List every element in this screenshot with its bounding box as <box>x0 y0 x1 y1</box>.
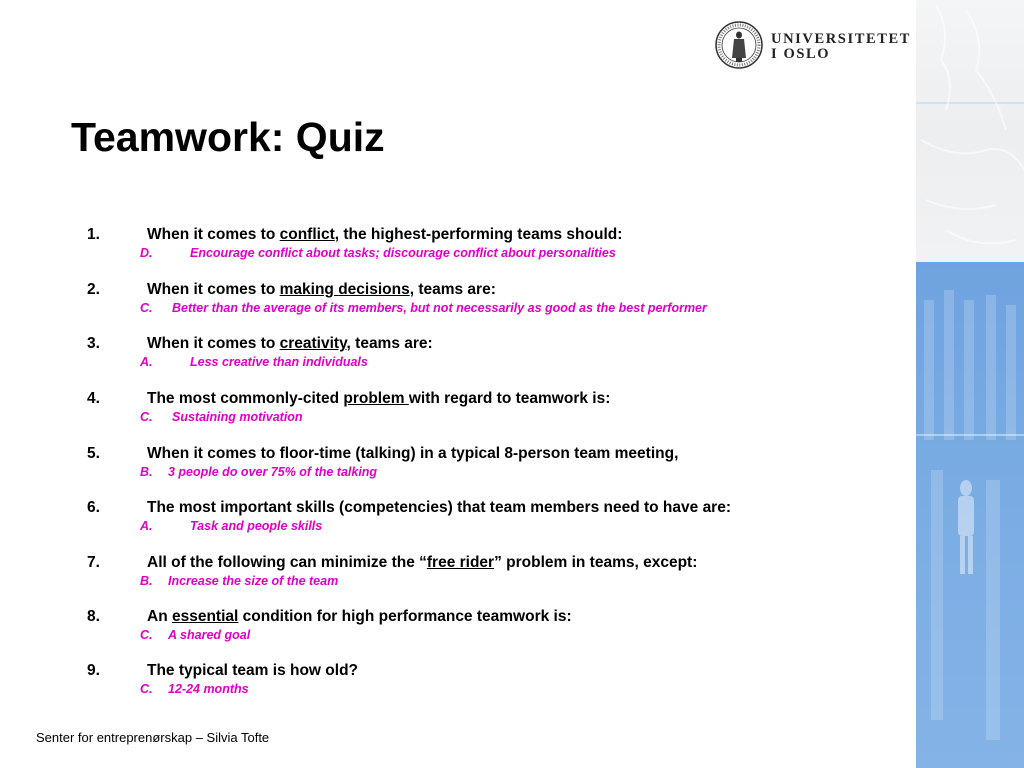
footer-text: Senter for entreprenørskap – Silvia Tofte <box>36 730 270 745</box>
answer-text: Encourage conflict about tasks; discourage conflict about personalities <box>190 246 616 260</box>
question-text-post: with regard to teamwork is: <box>408 390 611 407</box>
question-text <box>147 554 697 572</box>
question-text <box>147 499 731 517</box>
answer-text: A shared goal <box>168 628 251 642</box>
question-number: 8. <box>87 608 100 625</box>
answer-letter: C. <box>140 682 153 696</box>
question-text-pre: The most important skills (competencies) that team members need to have are: <box>147 499 731 516</box>
quiz-item <box>0 445 900 485</box>
university-seal-icon <box>714 20 764 70</box>
answer-text: Better than the average of its members, but not necessarily as good as the best performer <box>172 301 707 315</box>
statue-relief-image <box>916 0 1024 768</box>
answer-letter: A. <box>140 355 153 369</box>
question-number: 1. <box>87 226 100 243</box>
question-keyword: making decisions <box>279 281 410 298</box>
question-number: 4. <box>87 390 100 407</box>
question-text-pre: The most commonly-cited <box>147 390 344 407</box>
question-number: 6. <box>87 499 100 516</box>
question-text-pre: All of the following can minimize the “ <box>147 554 427 571</box>
question-keyword: creativity <box>279 335 347 352</box>
quiz-item <box>0 662 900 702</box>
question-text-pre: An <box>147 608 172 625</box>
question-text-post: , teams are: <box>346 335 433 352</box>
quiz-item <box>0 499 900 539</box>
question-number: 3. <box>87 335 100 352</box>
answer-text: Increase the size of the team <box>168 574 339 588</box>
quiz-item <box>0 335 900 375</box>
question-text-pre: When it comes to <box>147 335 280 352</box>
question-keyword: problem <box>343 390 409 407</box>
quiz-item <box>0 608 900 648</box>
answer-text: 12-24 months <box>168 682 249 696</box>
question-text <box>147 608 572 626</box>
answer-text: Task and people skills <box>190 519 323 533</box>
answer-letter: B. <box>140 574 153 588</box>
question-keyword: essential <box>171 608 239 625</box>
question-keyword: free rider <box>426 554 495 571</box>
question-text-pre: The typical team is how old? <box>147 662 359 679</box>
answer-text: Less creative than individuals <box>190 355 368 369</box>
answer-text: 3 people do over 75% of the talking <box>168 465 378 479</box>
question-text <box>147 226 622 244</box>
answer-letter: C. <box>140 628 153 642</box>
question-text-pre: When it comes to <box>147 226 280 243</box>
quiz-item <box>0 390 900 430</box>
quiz-item <box>0 226 900 266</box>
question-number: 5. <box>87 445 100 462</box>
answer-letter: C. <box>140 301 153 315</box>
question-text-pre: When it comes to floor-time (talking) in a typical 8-person team meeting, <box>147 445 679 462</box>
question-keyword: conflict <box>279 226 335 243</box>
university-logo <box>714 20 912 70</box>
page-title: Teamwork: Quiz <box>71 114 385 160</box>
question-text-post: condition for high performance teamwork is: <box>238 608 572 625</box>
question-number: 7. <box>87 554 100 571</box>
answer-letter: C. <box>140 410 153 424</box>
logo-line-2: I OSLO <box>771 46 831 62</box>
answer-letter: D. <box>140 246 153 260</box>
question-text <box>147 662 358 680</box>
answer-letter: A. <box>140 519 153 533</box>
question-text <box>147 445 678 463</box>
question-text <box>147 335 433 353</box>
quiz-item <box>0 554 900 594</box>
answer-letter: B. <box>140 465 153 479</box>
question-text <box>147 281 496 299</box>
question-text <box>147 390 610 408</box>
question-text-pre: When it comes to <box>147 281 280 298</box>
question-text-post: , the highest-performing teams should: <box>334 226 623 243</box>
question-number: 2. <box>87 281 100 298</box>
question-text-post: ” problem in teams, except: <box>494 554 698 571</box>
question-text-post: , teams are: <box>409 281 496 298</box>
logo-line-1: UNIVERSITETET <box>771 31 912 47</box>
answer-text: Sustaining motivation <box>172 410 303 424</box>
decorative-side-strip <box>916 0 1024 768</box>
quiz-item <box>0 281 900 321</box>
question-number: 9. <box>87 662 100 679</box>
